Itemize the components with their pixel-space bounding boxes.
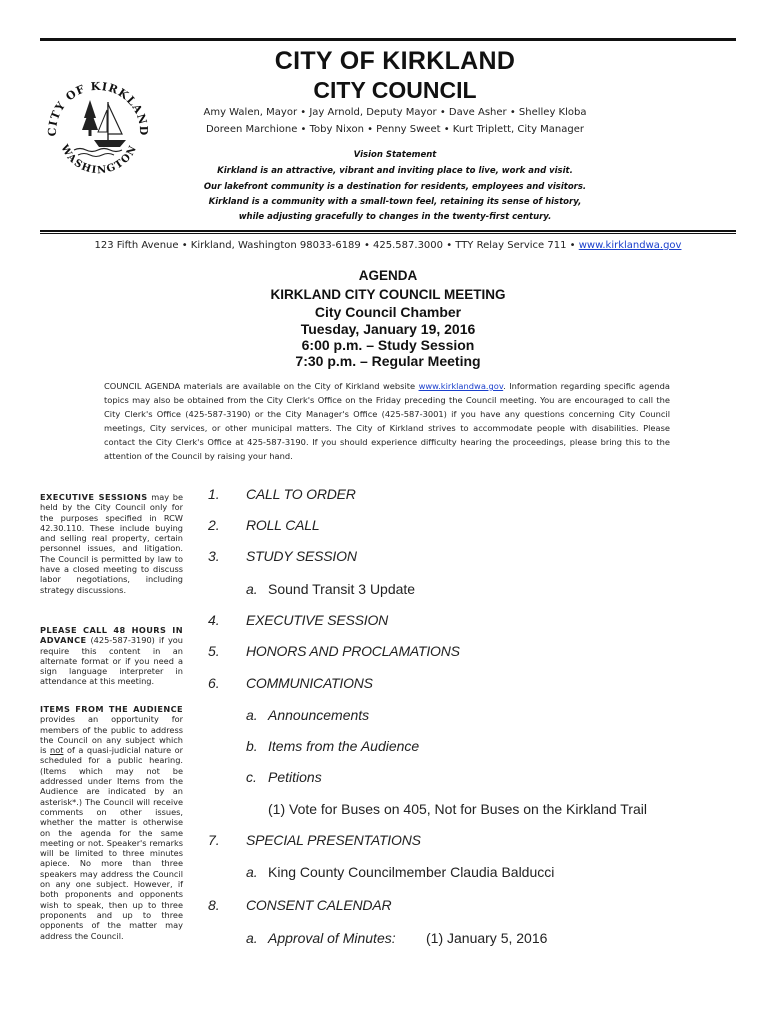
subitem-letter: a.	[246, 707, 258, 723]
call-in-advance-note	[40, 625, 183, 687]
item-call-to-order: CALL TO ORDER	[246, 486, 356, 502]
executive-sessions-note	[40, 492, 183, 595]
vision-line-4: while adjusting gracefully to changes in the twenty-first century.	[238, 212, 552, 222]
items-from-audience-text-b: of a quasi-judicial nature or scheduled for a public hearing. (Items which may not be addressed under Items from the Audience are indicated by an asterisk*.) The Council will receive comments on other issues, whether the matter is otherwise on the agenda for the same meeting or not. Speaker's remarks will be limited to three minutes apiece. No more than three speakers may address the Council on any one subject. However, if both proponents and opponents wish to speak, then up to three proponents and up to three opponents of the matter may address the Council.	[40, 745, 183, 941]
meeting-location: City Council Chamber	[314, 304, 462, 320]
meeting-date: Tuesday, January 19, 2016	[300, 321, 476, 337]
item-number: 2.	[208, 517, 220, 533]
item-number: 8.	[208, 897, 220, 913]
items-from-audience-text-a: provides an opportunity for members of the public to address the Council on any subject which is	[40, 714, 183, 756]
address-text: 123 Fifth Avenue • Kirkland, Washington 98033-6189 • 425.587.3000 • TTY Relay Service 711 •	[94, 240, 579, 251]
regular-meeting-time: 7:30 p.m. – Regular Meeting	[295, 353, 481, 369]
item-consent-calendar: CONSENT CALENDAR	[246, 897, 392, 913]
subitem-announcements: Announcements	[268, 707, 370, 723]
website-link[interactable]: www.kirklandwa.gov	[578, 240, 682, 251]
header-rule-thin	[40, 233, 736, 234]
item-communications: COMMUNICATIONS	[246, 675, 373, 691]
notice-text-start: COUNCIL AGENDA materials are available on the City of Kirkland website	[104, 381, 419, 391]
study-session-time: 6:00 p.m. – Study Session	[301, 337, 475, 353]
contact-address	[40, 240, 736, 251]
subitem-items-from-audience: Items from the Audience	[268, 738, 420, 754]
council-title: CITY COUNCIL	[313, 77, 477, 103]
agenda-title: AGENDA	[358, 268, 418, 283]
notice-text-end: . Information regarding specific agenda topics may also be obtained from the City Clerk's Office on the Friday preceding the Council meeting. You are encouraged to call the City Clerk's Office (425-587-3190) or the City Manager's Office (425-587-3001) if you have any questions concerning City Council meetings, City services, or other municipal matters. The City of Kirkland strives to accommodate people with disabilities. Please contact the City Clerk's Office at 425-587-3190. If you should experience difficulty hearing the proceedings, please bring this to the attention of the Council by raising your hand.	[104, 381, 670, 461]
item-executive-session: EXECUTIVE SESSION	[246, 612, 389, 628]
svg-text:CITY OF KIRKLAND: CITY OF KIRKLAND	[45, 79, 151, 137]
city-title: CITY OF KIRKLAND	[274, 47, 516, 75]
item-number: 6.	[208, 675, 220, 691]
subitem-letter: b.	[246, 738, 258, 754]
item-special-presentations: SPECIAL PRESENTATIONS	[246, 832, 421, 848]
call-in-advance-heading: PLEASE CALL 48 HOURS IN ADVANCE	[40, 625, 183, 646]
item-number: 5.	[208, 643, 220, 659]
header-rule	[40, 230, 736, 232]
notice-website-link[interactable]: www.kirklandwa.gov	[418, 381, 504, 391]
subitem-letter: a.	[246, 930, 258, 946]
subitem-letter: c.	[246, 769, 257, 785]
subitem-approval-of-minutes: Approval of Minutes:	[268, 930, 396, 946]
item-study-session: STUDY SESSION	[246, 548, 357, 564]
item-number: 4.	[208, 612, 220, 628]
subitem-letter: a.	[246, 864, 258, 880]
subitem-petitions: Petitions	[268, 769, 322, 785]
item-number: 1.	[208, 486, 220, 502]
items-not-emphasis: not	[50, 745, 64, 756]
vision-line-3: Kirkland is a community with a small-town feel, retaining its sense of history,	[208, 197, 582, 207]
items-from-audience-heading: ITEMS FROM THE AUDIENCE	[40, 704, 183, 714]
executive-sessions-text: may be held by the City Council only for the purposes specified in RCW 42.30.110. These include buying and selling real property, certain personnel issues, and litigation. The Council is permitted by law to have a closed meeting to discuss labor negotiations, including strategy discussions.	[40, 492, 183, 595]
vision-line-2: Our lakefront community is a destination for residents, employees and visitors.	[203, 182, 587, 192]
item-roll-call: ROLL CALL	[246, 517, 320, 533]
subitem-sound-transit: Sound Transit 3 Update	[268, 581, 416, 597]
subitem-letter: a.	[246, 581, 258, 597]
vision-heading: Vision Statement	[353, 150, 437, 160]
item-number: 3.	[208, 548, 220, 564]
council-members-line-2: Doreen Marchione • Toby Nixon • Penny Sweet • Kurt Triplett, City Manager	[205, 124, 585, 135]
city-seal-logo	[42, 70, 152, 190]
item-number: 7.	[208, 832, 220, 848]
svg-text:WASHINGTON: WASHINGTON	[58, 143, 140, 177]
meeting-title: KIRKLAND CITY COUNCIL MEETING	[270, 287, 506, 302]
call-in-advance-text: (425-587-3190) if you require this content in an alternate format or if you need a sign language interpreter in attendance at this meeting.	[40, 635, 183, 687]
executive-sessions-heading: EXECUTIVE SESSIONS	[40, 492, 148, 502]
council-members-line-1: Amy Walen, Mayor • Jay Arnold, Deputy Mayor • Dave Asher • Shelley Kloba	[203, 107, 587, 118]
items-from-audience-note	[40, 704, 183, 941]
subitem-king-county: King County Councilmember Claudia Balducci	[268, 864, 555, 880]
agenda-notice	[104, 379, 670, 463]
item-honors-proclamations: HONORS AND PROCLAMATIONS	[246, 643, 460, 659]
top-rule	[40, 38, 736, 41]
minutes-january-5: (1) January 5, 2016	[426, 930, 548, 946]
vision-line-1: Kirkland is an attractive, vibrant and inviting place to live, work and visit.	[217, 166, 573, 176]
petition-buses-405: (1) Vote for Buses on 405, Not for Buses on the Kirkland Trail	[268, 801, 647, 817]
